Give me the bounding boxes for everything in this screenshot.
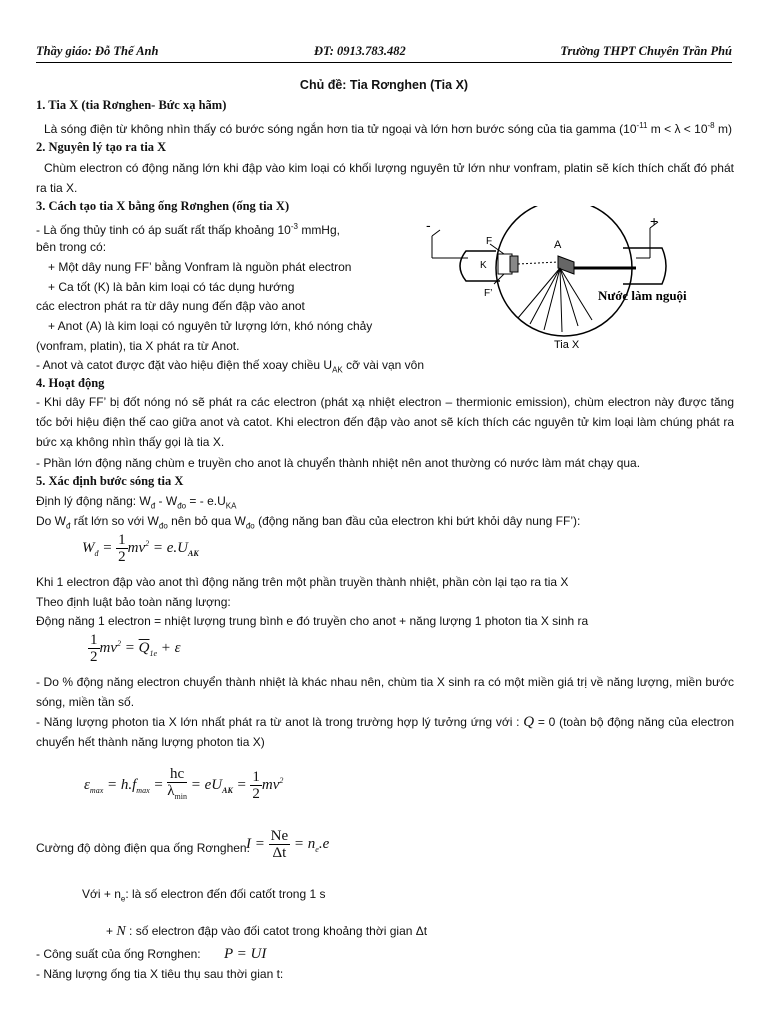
- diagram-xray-label: Tia X: [554, 339, 580, 351]
- section-3-line-2: bên trong có:: [36, 240, 107, 254]
- section-5-line-7: Với + $n_e$: là số electron đến đối catốt trong 1 s: [82, 887, 326, 904]
- section-3-heading: 3. Cách tạo tia X bằng ống Rơnghen (ống tia X): [36, 199, 290, 213]
- section-3-line-6: + Anot (A) là kim loại có nguyên tử lượng lớn, khó nóng chảy: [48, 319, 373, 333]
- header-phone: ĐT: 0913.783.482: [314, 44, 406, 58]
- section-5-line-10: - Năng lượng ống tia X tiêu thụ sau thời gian t:: [36, 967, 284, 981]
- section-5-line-9: - Công suất của ống Rơnghen: P = UI: [36, 946, 267, 962]
- section-5-paragraph-1: - Do % động năng electron chuyển thành nhiệt là khác nhau nên, chùm tia X sinh ra có một miền giá trị về năng lượng, miền bước sóng, miền tần số.: [36, 675, 734, 709]
- page-header: [36, 40, 732, 63]
- diagram-f-label: F: [486, 236, 493, 247]
- xray-tube-diagram: [418, 206, 718, 356]
- section-4-paragraph-1: - Khi dây FF’ bị đốt nóng nó sẽ phát ra các electron (phát xạ nhiệt electron – thermionic emission), chùm electron này được tăng tốc bởi hiệu điện thế cao giữa anot và catot. Khi electron đến đập vào anot sẽ kích thích các nguyên tử kim loại làm chúng phát ra bức xạ không nhìn thấy gọi là tia X.: [36, 395, 734, 449]
- section-5-paragraph-2: - Năng lượng photon tia X lớn nhất phát ra từ anot là trong trường hợp lý tưởng ứng với : Q = 0 (toàn bộ động năng của electron chuyển hết thành năng lượng photon tia X): [36, 714, 735, 749]
- section-1-heading: 1. Tia X (tia Rơnghen- Bức xạ hãm): [36, 98, 227, 112]
- section-3-line-3: + Một dây nung FF’ bằng Vonfram là nguồn phát electron: [48, 260, 352, 274]
- section-5-line-1: Định lý động năng: $W_đ - W_{đo}$ = - $e.U_{KA}$: [36, 494, 237, 511]
- section-5-line-4: Theo định luật bảo toàn năng lượng:: [36, 595, 231, 609]
- section-5-line-3: Khi 1 electron đập vào anot thì động năng trên một phần truyền thành nhiệt, phần còn lại tạo ra tia X: [36, 575, 569, 589]
- section-3-line-1: - Là ống thủy tinh có áp suất rất thấp khoảng $10^{-3}$ mmHg,: [36, 222, 340, 237]
- formula-kinetic-energy: $W_đ$ = $\frac{1}{2}$ $mv^2 = e.U_{AK}$: [82, 532, 199, 565]
- section-5-line-5: Động năng 1 electron = nhiệt lượng trung bình e đó truyền cho anot + năng lượng 1 photon tia X sinh ra: [36, 614, 589, 628]
- diagram-a-label: A: [554, 239, 562, 251]
- section-5-line-2: Do $W_đ$ rất lớn so với $W_{đo}$ nên bỏ qua $W_{đo}$ (động năng ban đầu của electron khi bứt khỏi dây nung FF’):: [36, 514, 581, 531]
- section-3-line-4: + Ca tốt (K) là bản kim loại có tác dụng hướng: [48, 280, 295, 294]
- formula-max-energy: $\varepsilon_{max} = h.f_{max}$ = $\frac{hc}{\lambda_{min}}$ = $eU_{AK}$ = $\frac{1}{2}$ $mv^2$: [84, 766, 284, 802]
- diagram-plus-label: +: [650, 213, 659, 229]
- section-1-text: Là sóng điện từ không nhìn thấy có bước sóng ngắn hơn tia tử ngoại và lớn hơn bước sóng của tia gamma ($10^{-11}$ $m < \lambda < 10^{-8}$ m): [44, 121, 732, 136]
- diagram-k-label: K: [480, 260, 487, 271]
- header-teacher: Thầy giáo: Đỗ Thế Anh: [36, 44, 159, 58]
- formula-power: P = UI: [224, 946, 267, 962]
- section-4-paragraph-2: - Phần lớn động năng chùm e truyền cho anot là chuyển thành nhiệt nên anot thường có nước làm mát chạy qua.: [36, 456, 641, 470]
- section-5-line-6: Cường độ dòng điện qua ống Rơnghen:: [36, 841, 250, 855]
- section-5-line-8: + N : số electron đập vào đối catot trong khoảng thời gian Δt: [106, 924, 428, 939]
- section-3-line-5: các electron phát ra từ dây nung đến đập vào anot: [36, 299, 305, 313]
- diagram-minus-label: -: [426, 217, 431, 233]
- formula-energy-conservation: $\frac{1}{2}$ $mv^2 = \overline{Q}_{1e} + \varepsilon$: [90, 632, 181, 665]
- section-5-heading: 5. Xác định bước sóng tia X: [36, 474, 184, 488]
- page-title: Chủ đề: Tia Rơnghen (Tia X): [299, 78, 469, 92]
- diagram-f-prime-label: F’: [484, 288, 493, 299]
- section-3-line-7: (vonfram, platin), tia X phát ra từ Anot.: [36, 339, 240, 353]
- diagram-cooling-label: Nước làm nguội: [598, 288, 687, 303]
- section-2-heading: 2. Nguyên lý tạo ra tia X: [36, 140, 167, 154]
- section-4-heading: 4. Hoạt động: [36, 376, 105, 390]
- formula-current: I = $\frac{Ne}{\Delta t}$ = $n_e.e$: [246, 828, 330, 861]
- header-school: Trường THPT Chuyên Trần Phú: [560, 44, 732, 58]
- section-2-text: Chùm electron có động năng lớn khi đập vào kim loại có khối lượng nguyên tử lớn như vonfram, platin sẽ kích thích chất đó phát ra tia X.: [36, 161, 734, 195]
- section-3-line-8: - Anot và catot được đặt vào hiệu điện thế xoay chiều $U_{AK}$ cỡ vài vạn vôn: [36, 358, 425, 375]
